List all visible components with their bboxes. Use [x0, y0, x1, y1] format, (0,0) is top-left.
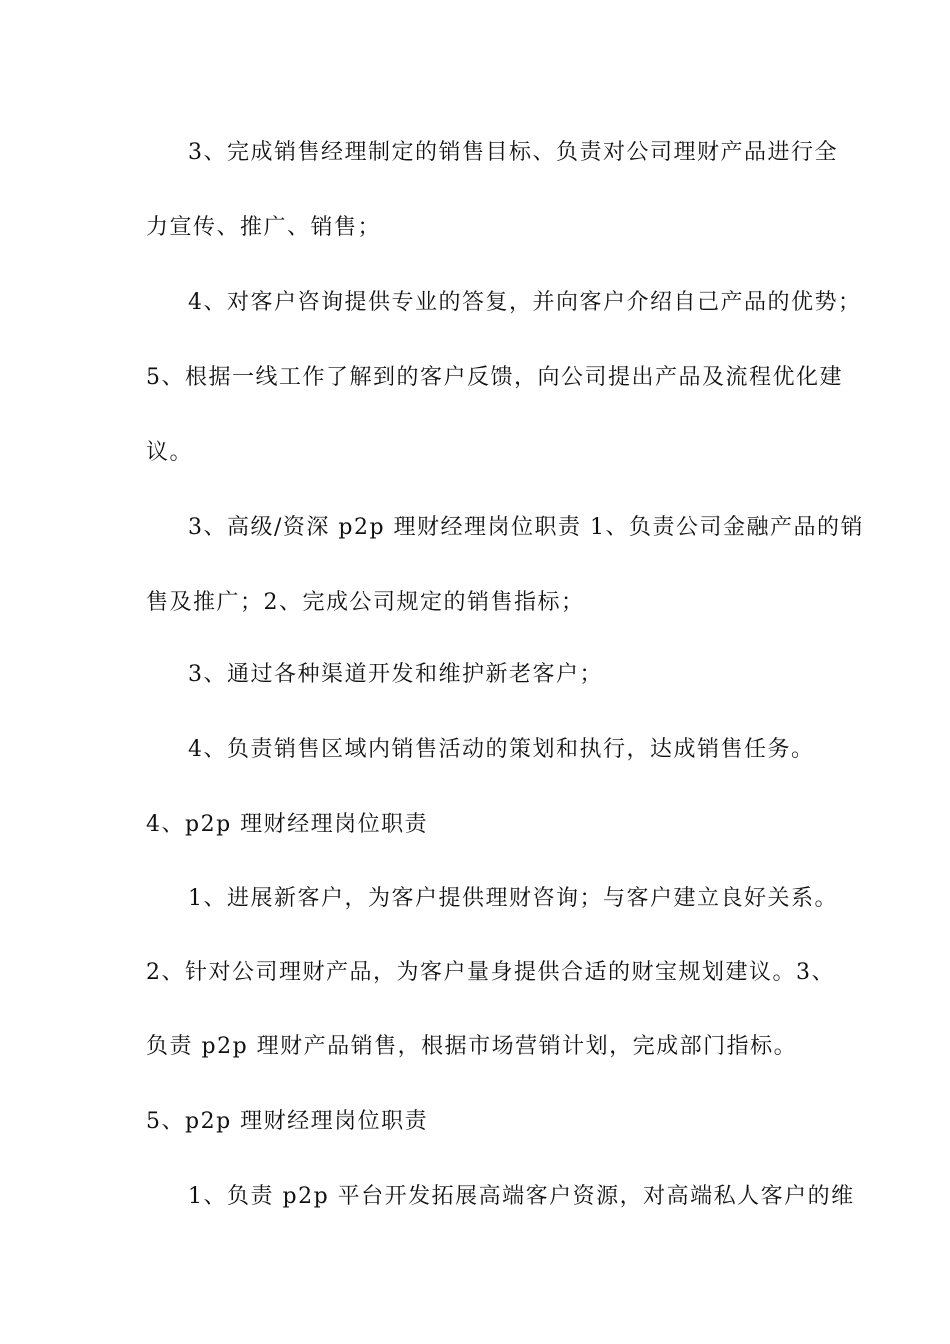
- section-heading: 5、p2p 理财经理岗位职责: [146, 1109, 429, 1134]
- section-heading-line: 3、高级/资深 p2p 理财经理岗位职责 1、负责公司金融产品的销: [188, 515, 865, 540]
- text-line: 2、针对公司理财产品，为客户量身提供合适的财宝规划建议。3、: [146, 960, 835, 985]
- text-line: 5、根据一线工作了解到的客户反馈，向公司提出产品及流程优化建: [146, 365, 843, 390]
- text-line: 售及推广；2、完成公司规定的销售指标；: [146, 590, 585, 615]
- text-line: 3、完成销售经理制定的销售目标、负责对公司理财产品进行全: [188, 140, 838, 165]
- text-line: 4、对客户咨询提供专业的答复，并向客户介绍自己产品的优势；: [188, 290, 862, 315]
- section-heading: 4、p2p 理财经理岗位职责: [146, 812, 429, 837]
- text-line: 议。: [146, 440, 194, 465]
- text-line: 1、负责 p2p 平台开发拓展高端客户资源，对高端私人客户的维: [188, 1184, 855, 1209]
- text-line: 1、进展新客户，为客户提供理财咨询；与客户建立良好关系。: [188, 886, 838, 911]
- text-line: 力宣传、推广、销售；: [146, 215, 382, 240]
- text-line: 3、通过各种渠道开发和维护新老客户；: [188, 662, 603, 687]
- text-line: 负责 p2p 理财产品销售，根据市场营销计划，完成部门指标。: [146, 1034, 798, 1059]
- text-line: 4、负责销售区域内销售活动的策划和执行，达成销售任务。: [188, 737, 815, 762]
